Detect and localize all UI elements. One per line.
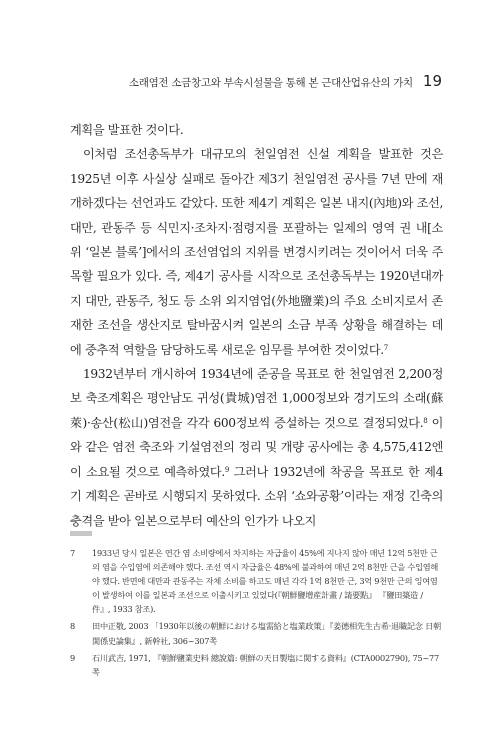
- footnote-9: [70, 651, 443, 679]
- footnote-ref-8[interactable]: 8: [423, 417, 428, 426]
- paragraph-3-text-b: 이와 같은 염전 축조와 기설염전의 정리 및 개량 공사에는 총 4,575,412엔이 소요될 것으로 예측하였다.: [70, 415, 443, 479]
- footnote-number: 7: [70, 548, 75, 558]
- paragraph-2-text: 이처럼 조선총독부가 대규모의 천일염전 신설 계획을 발표한 것은 1925년 이후 사실상 실패로 돌아간 제3기 천일염전 공사를 7년 만에 재개하겠다는 선언과도 같았다. 또한 제4기 계획은 일본 내지(內地)와 조선, 대만, 관동주 등 식민지·조차지·점령지를 포괄하는 일제의 영역 권 내[소위 ‘일본 블록’]에서의 조선염업의 지위를 변경시키려는 것이어서 더욱 주목할 필요가 있다. 즉, 제4기 공사를 시작으로 조선총독부는 1920년대까지 대만, 관동주, 청도 등 소위 외지염업(外地鹽業)의 주요 소비지로서 존재한 조선을 생산지로 탈바꿈시켜 일본의 소금 부족 상황을 해결하는 데에 중추적 역할을 담당하도록 새로운 임무를 부여한 것이었다.: [70, 147, 443, 357]
- paragraph-3-text-c: 그러나 1932년에 착공을 목표로 한 제4기 계획은 곧바로 시행되지 못하였다. 소위 ‘쇼와공황’이라는 재정 긴축의 충격을 받아 일본으로부터 예산의 인가가 나오지: [70, 464, 443, 528]
- running-header: [60, 72, 442, 90]
- paragraph-2: [70, 142, 443, 362]
- footnote-text: 1933년 당시 일본은 연간 염 소비량에서 차지하는 자급율이 45%에 지나지 않아 매년 12억 5천만 근의 염을 수입염에 의존해야 했다. 조선 역시 자급율은 48%에 불과하여 매년 2억 8천만 근을 수입염해야 했다. 반면에 대만과 관동주는 자체 소비를 하고도 매년 각각 1억 8천만 근, 3억 9천만 근의 잉여염이 발생하여 이를 일본과 조선으로 이출시키고 있었다(『朝鮮鹽增産計畫 / 請要點』 『鹽田築造 / 件』, 1933 참조).: [92, 548, 439, 615]
- footnote-text: 石川武吉, 1971, 『朝鮮鹽業史料 總說篇: 朝鮮の天日製塩に関する資料』(CTA0002790), 75~77쪽: [92, 652, 439, 677]
- footnote-8: [70, 619, 443, 647]
- footnote-divider: [70, 531, 92, 536]
- paragraph-3: [70, 362, 443, 533]
- footnote-text: 田中正敬, 2003 「1930年以後の朝鮮における塩需給と塩業政策」『姜德相先生古希·退職記念 日朝関係史論集』, 新幹社, 306~307쪽: [92, 621, 441, 646]
- main-text: [70, 118, 443, 533]
- page-number: 19: [422, 72, 442, 90]
- footnote-ref-7[interactable]: 7: [383, 343, 388, 352]
- footnote-number: 8: [70, 621, 75, 632]
- running-title: 소래염전 소금창고와 부속시설물을 통해 본 근대산업유산의 가치: [128, 77, 413, 89]
- footnotes: [70, 546, 443, 682]
- footnote-ref-9[interactable]: 9: [224, 465, 229, 474]
- footnote-number: 9: [70, 652, 75, 663]
- paragraph-3-text-a: 1932년부터 개시하여 1934년에 준공을 목표로 한 천일염전 2,200정보 축조계획은 평안남도 귀성(貴城)염전 1,000정보와 경기도의 소래(蘇萊)·송산(松山)염전을 각각 600정보씩 증설하는 것으로 결정되었다.: [70, 367, 443, 430]
- paragraph-1: 계획을 발표한 것이다.: [70, 123, 184, 137]
- footnote-7: [70, 546, 443, 616]
